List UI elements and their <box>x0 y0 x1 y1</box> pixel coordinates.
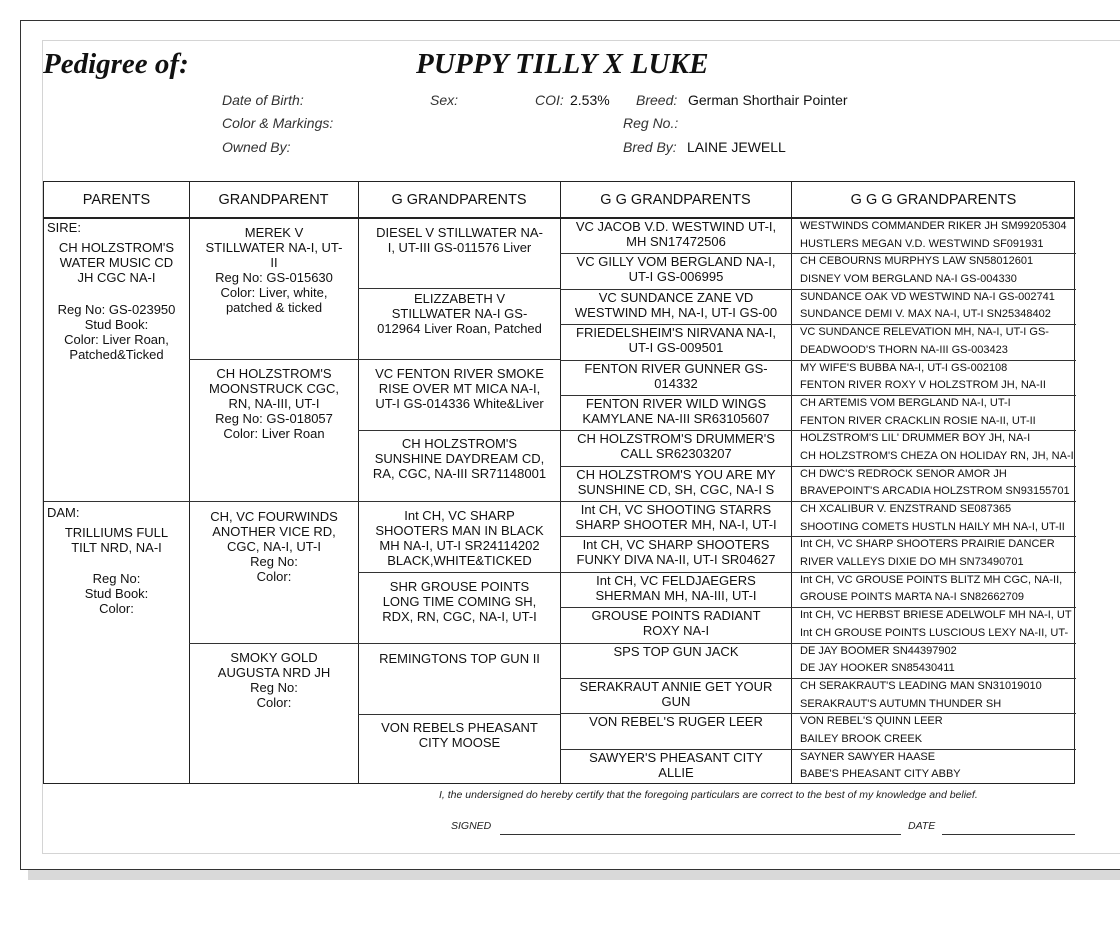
ggg-grandparent-10 <box>797 377 1075 395</box>
gg-grandparent-line: Int CH, VC SHARP SHOOTERS <box>582 537 770 552</box>
ggg-grandparent-1 <box>797 218 1075 236</box>
ggg-grandparent-name: BABE'S PHEASANT CITY ABBY <box>800 768 961 780</box>
gg-grandparent-line: WESTWIND MH, NA-I, UT-I GS-00 <box>574 305 778 320</box>
gg-grandparent-line: 014332 <box>654 376 698 391</box>
pedigree-table <box>43 181 1075 784</box>
grandparent-line: Color: Liver Roan <box>223 426 325 441</box>
gg-grandparent-line: ALLIE <box>658 765 694 780</box>
coi-value: 2.53% <box>570 92 610 108</box>
dam-name-line: TILT NRD, NA-I <box>71 540 162 555</box>
gg-grandparent-line: CALL SR62303207 <box>620 446 732 461</box>
owned-by-label: Owned By: <box>222 139 291 155</box>
dam-stud-book: Stud Book: <box>84 586 149 601</box>
column-header-gg-grandparents: G G GRANDPARENTS <box>600 192 751 208</box>
gg-grandparent-line: Int CH, VC SHOOTING STARRS <box>580 502 772 517</box>
great-grandparent-2 <box>359 291 560 336</box>
column-header-parents: PARENTS <box>82 192 151 208</box>
great-grandparent-line: REMINGTONS TOP GUN II <box>379 651 540 666</box>
grandparent-line: AUGUSTA NRD JH <box>217 665 331 680</box>
great-grandparent-line: MH NA-I, UT-I SR24114202 <box>379 538 540 553</box>
column-header-grandparent: GRANDPARENT <box>218 192 329 208</box>
ggg-grandparent-name: MY WIFE'S BUBBA NA-I, UT-I GS-002108 <box>800 362 1008 374</box>
grandparent-line: Reg No: GS-018057 <box>215 411 333 426</box>
sire-name <box>44 240 189 285</box>
ggg-grandparent-name: SERAKRAUT'S AUTUMN THUNDER SH <box>800 698 1002 710</box>
great-grandparent-5 <box>359 508 560 568</box>
grandparent-line: Reg No: <box>250 554 298 569</box>
gg-grandparent-line: GUN <box>661 694 691 709</box>
great-grandparent-6 <box>359 579 560 624</box>
breed-value: German Shorthair Pointer <box>688 92 848 108</box>
ggg-grandparent-name: BRAVEPOINT'S ARCADIA HOLZSTROM SN93155701 <box>800 485 1070 497</box>
great-grandparent-line: DIESEL V STILLWATER NA- <box>376 225 543 240</box>
great-grandparent-line: CH HOLZSTROM'S <box>401 436 518 451</box>
gg-grandparent-line: CH HOLZSTROM'S DRUMMER'S <box>577 431 775 446</box>
gg-grandparent-14 <box>561 679 791 713</box>
ggg-grandparent-28 <box>797 696 1075 714</box>
pedigree-title: PUPPY TILLY X LUKE <box>416 48 709 80</box>
gg-grandparent-15 <box>561 714 791 748</box>
ggg-grandparent-name: SUNDANCE DEMI V. MAX NA-I, UT-I SN25348402 <box>800 308 1051 320</box>
gg-grandparent-line: FENTON RIVER GUNNER GS- <box>584 361 768 376</box>
grandparent-line: patched & ticked <box>225 300 323 315</box>
gg-grandparent-6 <box>561 396 791 430</box>
sire-name-line: WATER MUSIC CD <box>59 255 174 270</box>
ggg-grandparent-name: DISNEY VOM BERGLAND NA-I GS-004330 <box>800 273 1017 285</box>
grandparent-line: RN, NA-III, UT-I <box>228 396 320 411</box>
sex-label: Sex: <box>430 92 459 108</box>
great-grandparent-line: CITY MOOSE <box>418 735 501 750</box>
ggg-grandparent-7 <box>797 324 1075 342</box>
bred-by-value: LAINE JEWELL <box>687 139 786 155</box>
ggg-grandparent-27 <box>797 678 1075 696</box>
ggg-grandparent-name: CH CEBOURNS MURPHYS LAW SN58012601 <box>800 255 1034 267</box>
ggg-grandparent-6 <box>797 306 1075 324</box>
breed-label: Breed: <box>636 92 678 108</box>
ggg-grandparent-name: CH ARTEMIS VOM BERGLAND NA-I, UT-I <box>800 397 1011 409</box>
grandparent-line: II <box>270 255 278 270</box>
ggg-grandparent-26 <box>797 660 1075 678</box>
ggg-grandparent-17 <box>797 501 1075 519</box>
great-grandparent-3 <box>359 366 560 411</box>
gg-grandparent-11 <box>561 573 791 607</box>
ggg-grandparent-name: CH SERAKRAUT'S LEADING MAN SN31019010 <box>800 680 1042 692</box>
column-header-g-grandparents: G GRANDPARENTS <box>391 192 527 208</box>
grandparent-line: Color: Liver, white, <box>220 285 328 300</box>
bred-by-label: Bred By: <box>623 139 677 155</box>
gg-grandparent-4 <box>561 325 791 359</box>
ggg-grandparent-21 <box>797 572 1075 590</box>
grandparent-line: Color: <box>256 695 292 710</box>
ggg-grandparent-name: HUSTLERS MEGAN V.D. WESTWIND SF091931 <box>800 238 1044 250</box>
grandparent-line: ANOTHER VICE RD, <box>212 524 336 539</box>
ggg-grandparent-name: CH XCALIBUR V. ENZSTRAND SE087365 <box>800 503 1012 515</box>
grandparent-line: CH HOLZSTROM'S <box>216 366 332 381</box>
grandparent-3 <box>190 509 358 584</box>
gg-grandparent-5 <box>561 361 791 395</box>
ggg-grandparent-24 <box>797 625 1075 643</box>
ggg-grandparent-22 <box>797 589 1075 607</box>
ggg-grandparent-18 <box>797 519 1075 537</box>
row-divider <box>189 643 560 644</box>
ggg-grandparent-8 <box>797 342 1075 360</box>
gg-grandparent-line: Int CH, VC FELDJAEGERS <box>596 573 756 588</box>
ggg-grandparent-4 <box>797 271 1075 289</box>
gg-grandparent-line: SPS TOP GUN JACK <box>613 644 739 659</box>
dam-name-line: TRILLIUMS FULL <box>64 525 169 540</box>
great-grandparent-7 <box>359 651 560 666</box>
gg-grandparent-line: FRIEDELSHEIM'S NIRVANA NA-I, <box>576 325 776 340</box>
gg-grandparent-line: VON REBEL'S RUGER LEER <box>589 714 763 729</box>
ggg-grandparent-2 <box>797 236 1075 254</box>
gg-grandparent-line: UT-I GS-006995 <box>628 269 724 284</box>
sire-stud-book: Stud Book: <box>84 317 149 332</box>
grandparent-line: CGC, NA-I, UT-I <box>227 539 321 554</box>
great-grandparent-line: VC FENTON RIVER SMOKE <box>375 366 544 381</box>
ggg-grandparent-11 <box>797 395 1075 413</box>
great-grandparent-line: ELIZZABETH V <box>413 291 506 306</box>
gg-grandparent-line: CH HOLZSTROM'S YOU ARE MY <box>576 467 776 482</box>
row-divider <box>358 572 560 573</box>
sire-name-line: CH HOLZSTROM'S <box>58 240 175 255</box>
gg-grandparent-line: FUNKY DIVA NA-II, UT-I SR04627 <box>576 552 776 567</box>
ggg-grandparent-13 <box>797 430 1075 448</box>
gg-grandparent-line: UT-I GS-009501 <box>628 340 724 355</box>
pedigree-label: Pedigree of: <box>43 48 189 80</box>
page-shadow <box>28 870 1120 880</box>
gg-grandparent-line: VC SUNDANCE ZANE VD <box>598 290 754 305</box>
ggg-grandparent-name: SAYNER SAWYER HAASE <box>800 751 936 763</box>
grandparent-2 <box>190 366 358 441</box>
great-grandparent-line: RDX, RN, CGC, NA-I, UT-I <box>382 609 537 624</box>
ggg-grandparent-name: WESTWINDS COMMANDER RIKER JH SM99205304 <box>800 220 1067 232</box>
sire-reg-no: Reg No: GS-023950 <box>57 302 176 317</box>
ggg-grandparent-name: Int CH, VC SHARP SHOOTERS PRAIRIE DANCER <box>800 538 1055 550</box>
ggg-grandparent-name: SHOOTING COMETS HUSTLN HAILY MH NA-I, UT-II <box>800 521 1065 533</box>
great-grandparent-4 <box>359 436 560 481</box>
column-divider <box>791 182 792 783</box>
ggg-grandparent-name: CH HOLZSTROM'S CHEZA ON HOLIDAY RN, JH, NA-I <box>800 450 1074 462</box>
ggg-grandparent-14 <box>797 448 1075 466</box>
sire-dam-divider <box>44 501 560 502</box>
gg-grandparent-16 <box>561 750 791 784</box>
gg-grandparent-line: SUNSHINE CD, SH, CGC, NA-I S <box>577 482 775 497</box>
gg-grandparent-3 <box>561 290 791 324</box>
dob-label: Date of Birth: <box>222 92 304 108</box>
ggg-grandparent-name: Int CH GROUSE POINTS LUSCIOUS LEXY NA-II, UT- <box>800 627 1069 639</box>
gg-grandparent-line: FENTON RIVER WILD WINGS <box>585 396 767 411</box>
ggg-grandparent-16 <box>797 483 1075 501</box>
color-markings-label: Color & Markings: <box>222 115 334 131</box>
ggg-grandparent-name: FENTON RIVER CRACKLIN ROSIE NA-II, UT-II <box>800 415 1036 427</box>
gg-grandparent-12 <box>561 608 791 642</box>
ggg-grandparent-9 <box>797 360 1075 378</box>
great-grandparent-line: Int CH, VC SHARP <box>404 508 515 523</box>
ggg-grandparent-name: DE JAY BOOMER SN44397902 <box>800 645 957 657</box>
ggg-grandparent-29 <box>797 713 1075 731</box>
gg-grandparent-8 <box>561 467 791 501</box>
grandparent-line: CH, VC FOURWINDS <box>210 509 338 524</box>
ggg-grandparent-name: RIVER VALLEYS DIXIE DO MH SN73490701 <box>800 556 1024 568</box>
gg-grandparent-line: SHERMAN MH, NA-III, UT-I <box>595 588 757 603</box>
gg-grandparent-2 <box>561 254 791 288</box>
great-grandparent-line: LONG TIME COMING SH, <box>382 594 537 609</box>
great-grandparent-line: UT-I GS-014336 White&Liver <box>375 396 544 411</box>
ggg-grandparent-32 <box>797 766 1075 784</box>
sire-details <box>44 302 189 362</box>
gg-grandparent-line: SAWYER'S PHEASANT CITY <box>589 750 763 765</box>
gg-grandparent-9 <box>561 502 791 536</box>
dam-details <box>44 571 189 616</box>
ggg-grandparent-3 <box>797 253 1075 271</box>
great-grandparent-line: VON REBELS PHEASANT <box>381 720 538 735</box>
certification-text: I, the undersigned do hereby certify that the foregoing particulars are correct to the best of my knowledge and belief. <box>439 789 978 801</box>
date-label: DATE <box>908 820 936 832</box>
gg-grandparent-line: KAMYLANE NA-III SR63105607 <box>582 411 770 426</box>
grandparent-line: Color: <box>256 569 292 584</box>
great-grandparent-line: RA, CGC, NA-III SR71148001 <box>372 466 547 481</box>
grandparent-4 <box>190 650 358 710</box>
column-header-ggg-grandparents: G G G GRANDPARENTS <box>850 192 1017 208</box>
great-grandparent-line: I, UT-III GS-011576 Liver <box>387 240 532 255</box>
grandparent-line: STILLWATER NA-I, UT- <box>205 240 343 255</box>
sire-label: SIRE: <box>47 220 81 235</box>
great-grandparent-line: RISE OVER MT MICA NA-I, <box>378 381 541 396</box>
ggg-grandparent-15 <box>797 466 1075 484</box>
row-divider <box>358 430 560 431</box>
ggg-grandparent-name: VC SUNDANCE RELEVATION MH, NA-I, UT-I GS- <box>800 326 1049 338</box>
ggg-grandparent-25 <box>797 643 1075 661</box>
ggg-grandparent-5 <box>797 289 1075 307</box>
grandparent-line: Reg No: GS-015630 <box>215 270 333 285</box>
gg-grandparent-1 <box>561 219 791 253</box>
ggg-grandparent-23 <box>797 607 1075 625</box>
ggg-grandparent-name: Int CH, VC HERBST BRIESE ADELWOLF MH NA-I, UT <box>800 609 1072 621</box>
sire-color: Color: Liver Roan, <box>64 332 169 347</box>
ggg-grandparent-12 <box>797 413 1075 431</box>
great-grandparent-line: SHOOTERS MAN IN BLACK <box>375 523 544 538</box>
ggg-grandparent-name: DE JAY HOOKER SN85430411 <box>800 662 955 674</box>
ggg-grandparent-name: Int CH, VC GROUSE POINTS BLITZ MH CGC, NA-II, <box>800 574 1063 586</box>
gg-grandparent-13 <box>561 644 791 678</box>
great-grandparent-line: SUNSHINE DAYDREAM CD, <box>374 451 545 466</box>
grandparent-line: MEREK V <box>244 225 304 240</box>
grandparent-line: Reg No: <box>250 680 298 695</box>
gg-grandparent-7 <box>561 431 791 465</box>
great-grandparent-line: BLACK,WHITE&TICKED <box>387 553 532 568</box>
ggg-grandparent-31 <box>797 749 1075 767</box>
column-divider <box>358 182 359 783</box>
ggg-grandparent-name: VON REBEL'S QUINN LEER <box>800 715 943 727</box>
gg-grandparent-line: ROXY NA-I <box>642 623 710 638</box>
dam-color: Color: <box>99 601 134 616</box>
ggg-grandparent-name: DEADWOOD'S THORN NA-III GS-003423 <box>800 344 1008 356</box>
great-grandparent-line: 012964 Liver Roan, Patched <box>377 321 542 336</box>
coi-label: COI: <box>535 92 564 108</box>
dam-label: DAM: <box>47 505 80 520</box>
gg-grandparent-line: SERAKRAUT ANNIE GET YOUR <box>579 679 773 694</box>
great-grandparent-line: SHR GROUSE POINTS <box>389 579 530 594</box>
row-divider <box>358 288 560 289</box>
great-grandparent-8 <box>359 720 560 750</box>
grandparent-1 <box>190 225 358 315</box>
ggg-grandparent-name: GROUSE POINTS MARTA NA-I SN82662709 <box>800 591 1024 603</box>
ggg-grandparent-name: FENTON RIVER ROXY V HOLZSTROM JH, NA-II <box>800 379 1046 391</box>
gg-grandparent-line: SHARP SHOOTER MH, NA-I, UT-I <box>575 517 777 532</box>
gg-grandparent-line: VC GILLY VOM BERGLAND NA-I, <box>576 254 776 269</box>
sire-color: Patched&Ticked <box>69 347 164 362</box>
ggg-grandparent-name: BAILEY BROOK CREEK <box>800 733 923 745</box>
ggg-grandparent-name: SUNDANCE OAK VD WESTWIND NA-I GS-002741 <box>800 291 1055 303</box>
ggg-grandparent-name: CH DWC'S REDROCK SENOR AMOR JH <box>800 468 1007 480</box>
signed-label: SIGNED <box>451 820 492 832</box>
signature-line[interactable] <box>500 834 901 835</box>
great-grandparent-line: STILLWATER NA-I GS- <box>391 306 528 321</box>
ggg-grandparent-19 <box>797 536 1075 554</box>
ggg-grandparent-20 <box>797 554 1075 572</box>
grandparent-line: SMOKY GOLD <box>230 650 318 665</box>
grandparent-line: MOONSTRUCK CGC, <box>209 381 339 396</box>
row-divider <box>358 714 560 715</box>
gg-grandparent-10 <box>561 537 791 571</box>
ggg-grandparent-30 <box>797 731 1075 749</box>
ggg-grandparent-name: HOLZSTROM'S LIL' DRUMMER BOY JH, NA-I <box>800 432 1031 444</box>
dam-reg-no: Reg No: <box>92 571 141 586</box>
sire-name-line: JH CGC NA-I <box>77 270 156 285</box>
gg-grandparent-line: GROUSE POINTS RADIANT <box>591 608 761 623</box>
gg-grandparent-line: MH SN17472506 <box>626 234 726 249</box>
reg-no-label: Reg No.: <box>623 115 679 131</box>
great-grandparent-1 <box>359 225 560 255</box>
dam-name <box>44 525 189 555</box>
gg-grandparent-line: VC JACOB V.D. WESTWIND UT-I, <box>575 219 777 234</box>
date-line[interactable] <box>942 834 1075 835</box>
row-divider <box>189 359 560 360</box>
